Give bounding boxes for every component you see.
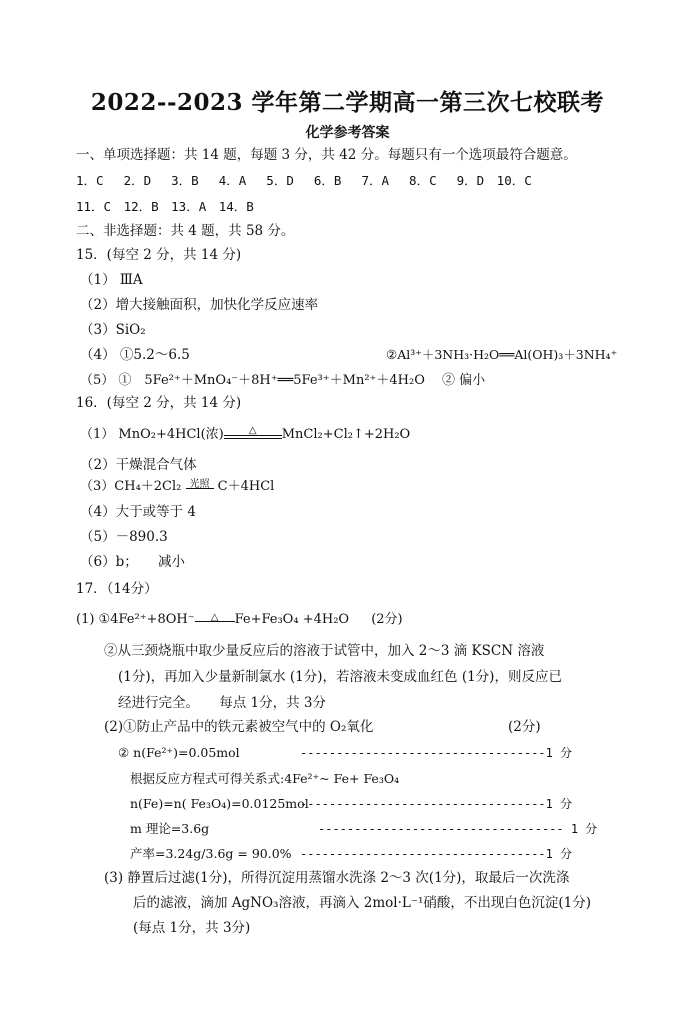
q16-answer-6: （6）b； 减小 (80, 554, 185, 570)
section2-heading: 二、非选择题：共 4 题，共 58 分。 (76, 223, 295, 239)
q17-part2-line1-score: (2分) (508, 719, 541, 735)
q16-answer-3-reactants: CH₄＋2Cl₂ (114, 479, 182, 494)
q15-answer-4-left: （4） ①5.2～6.5 (80, 347, 190, 363)
q17-part1b-line3: 经进行完全。 每点 1分，共 3分 (118, 695, 327, 711)
q16-answer-1-label: （1） (80, 427, 115, 442)
q17-yield: 产率=3.24g/3.6g = 90.0% (130, 846, 292, 861)
q16-answer-1-reactants: MnO₂+4HCl(浓) (118, 427, 224, 442)
reaction-arrow (186, 479, 214, 496)
page-subtitle: 化学参考答案 (305, 125, 390, 141)
q15-answer-5: （5） ① 5Fe²⁺＋MnO₄⁻＋8H⁺══5Fe³⁺＋Mn²⁺＋4H₂O ② 偏小 (80, 373, 486, 388)
q17-m-theory: m 理论=3.6g (130, 821, 210, 836)
q17-part1-label: (1) ① (76, 612, 111, 627)
q17-part1-products: Fe+Fe₃O₄ +4H₂O (234, 612, 350, 627)
q17-part1b-line2: (1分)，再加入少量新制氯水 (1分)，若溶液未变成血红色 (1分)，则反应已 (118, 669, 562, 685)
q16-answer-4: （4）大于或等于 4 (80, 504, 196, 520)
q17-part1-reactants: 4Fe²⁺+8OH⁻ (110, 612, 195, 627)
q17-part1b-line1: ②从三颈烧瓶中取少量反应后的溶液于试管中，加入 2～3 滴 KSCN 溶液 (104, 643, 545, 659)
q15-answer-1: （1） ⅢA (80, 272, 143, 288)
q17-part3-line2: 后的滤液，滴加 AgNO₃溶液，再滴入 2mol·L⁻¹硝酸，不出现白色沉淀(1分) (133, 895, 592, 911)
q17-part2-line1: (2)①防止产品中的铁元素被空气中的 O₂氧化 (104, 719, 374, 735)
q16-answer-5: （5）－890.3 (80, 529, 168, 545)
q17-n-fe: n(Fe)=n( Fe₃O₄)=0.0125mol (130, 796, 309, 811)
q15-answer-3: （3）SiO₂ (80, 322, 146, 338)
q17-m-theory-score: ---------------------------------- 1 分 (318, 822, 598, 836)
q17-part1-equation (76, 611, 403, 629)
q17-part3-line3: (每点 1分，共 3分) (133, 920, 251, 936)
q17-part1-score: (2分) (371, 612, 403, 627)
q17-relation: 根据反应方程式可得关系式:4Fe²⁺~ Fe+ Fe₃O₄ (130, 771, 400, 786)
q15-heading: 15．(每空 2 分，共 14 分) (76, 247, 242, 263)
q17-n-fe2-score: ----------------------------------1 分 (300, 746, 573, 760)
mc-answers-row2: 11．C 12．B 13．A 14．B (76, 199, 254, 214)
q17-heading: 17．（14分） (76, 581, 158, 597)
heat-condition: △ (248, 425, 257, 436)
reaction-arrow (195, 612, 235, 629)
q17-part3-line1: (3) 静置后过滤(1分)，所得沉淀用蒸馏水洗涤 2～3 次(1分)，取最后一次洗涤 (104, 870, 570, 886)
q16-answer-3-label: （3） (80, 479, 115, 494)
q16-heading: 16．(每空 2 分，共 14 分) (76, 395, 242, 411)
q16-answer-1-products: MnCl₂+Cl₂↑+2H₂O (281, 427, 411, 442)
heat-condition: △ (210, 612, 219, 623)
q16-answer-3 (80, 478, 274, 496)
q16-answer-3-products: C＋4HCl (217, 479, 275, 494)
page-title: 2022--2023 学年第二学期高一第三次七校联考 (90, 89, 605, 116)
section1-heading: 一、单项选择题：共 14 题，每题 3 分，共 42 分。每题只有一个选项最符合题意。 (76, 147, 577, 163)
light-condition: 光照 (189, 479, 210, 490)
q17-yield-score: ----------------------------------1 分 (300, 847, 573, 861)
q16-answer-2: （2）干燥混合气体 (80, 457, 197, 473)
q17-n-fe-score: ----------------------------------1 分 (300, 797, 573, 811)
equilibrium-sign (224, 425, 282, 444)
q15-answer-4-right: ②Al³⁺＋3NH₃·H₂O══Al(OH)₃＋3NH₄⁺ (386, 347, 618, 362)
q17-n-fe2: ② n(Fe²⁺)=0.05mol (118, 745, 240, 760)
q15-answer-2: （2）增大接触面积，加快化学反应速率 (80, 297, 319, 313)
mc-answers-row1: 1．C 2．D 3．B 4．A 5．D 6．B 7．A 8．C 9．D 10．C (76, 173, 532, 188)
q16-answer-1 (80, 426, 410, 444)
